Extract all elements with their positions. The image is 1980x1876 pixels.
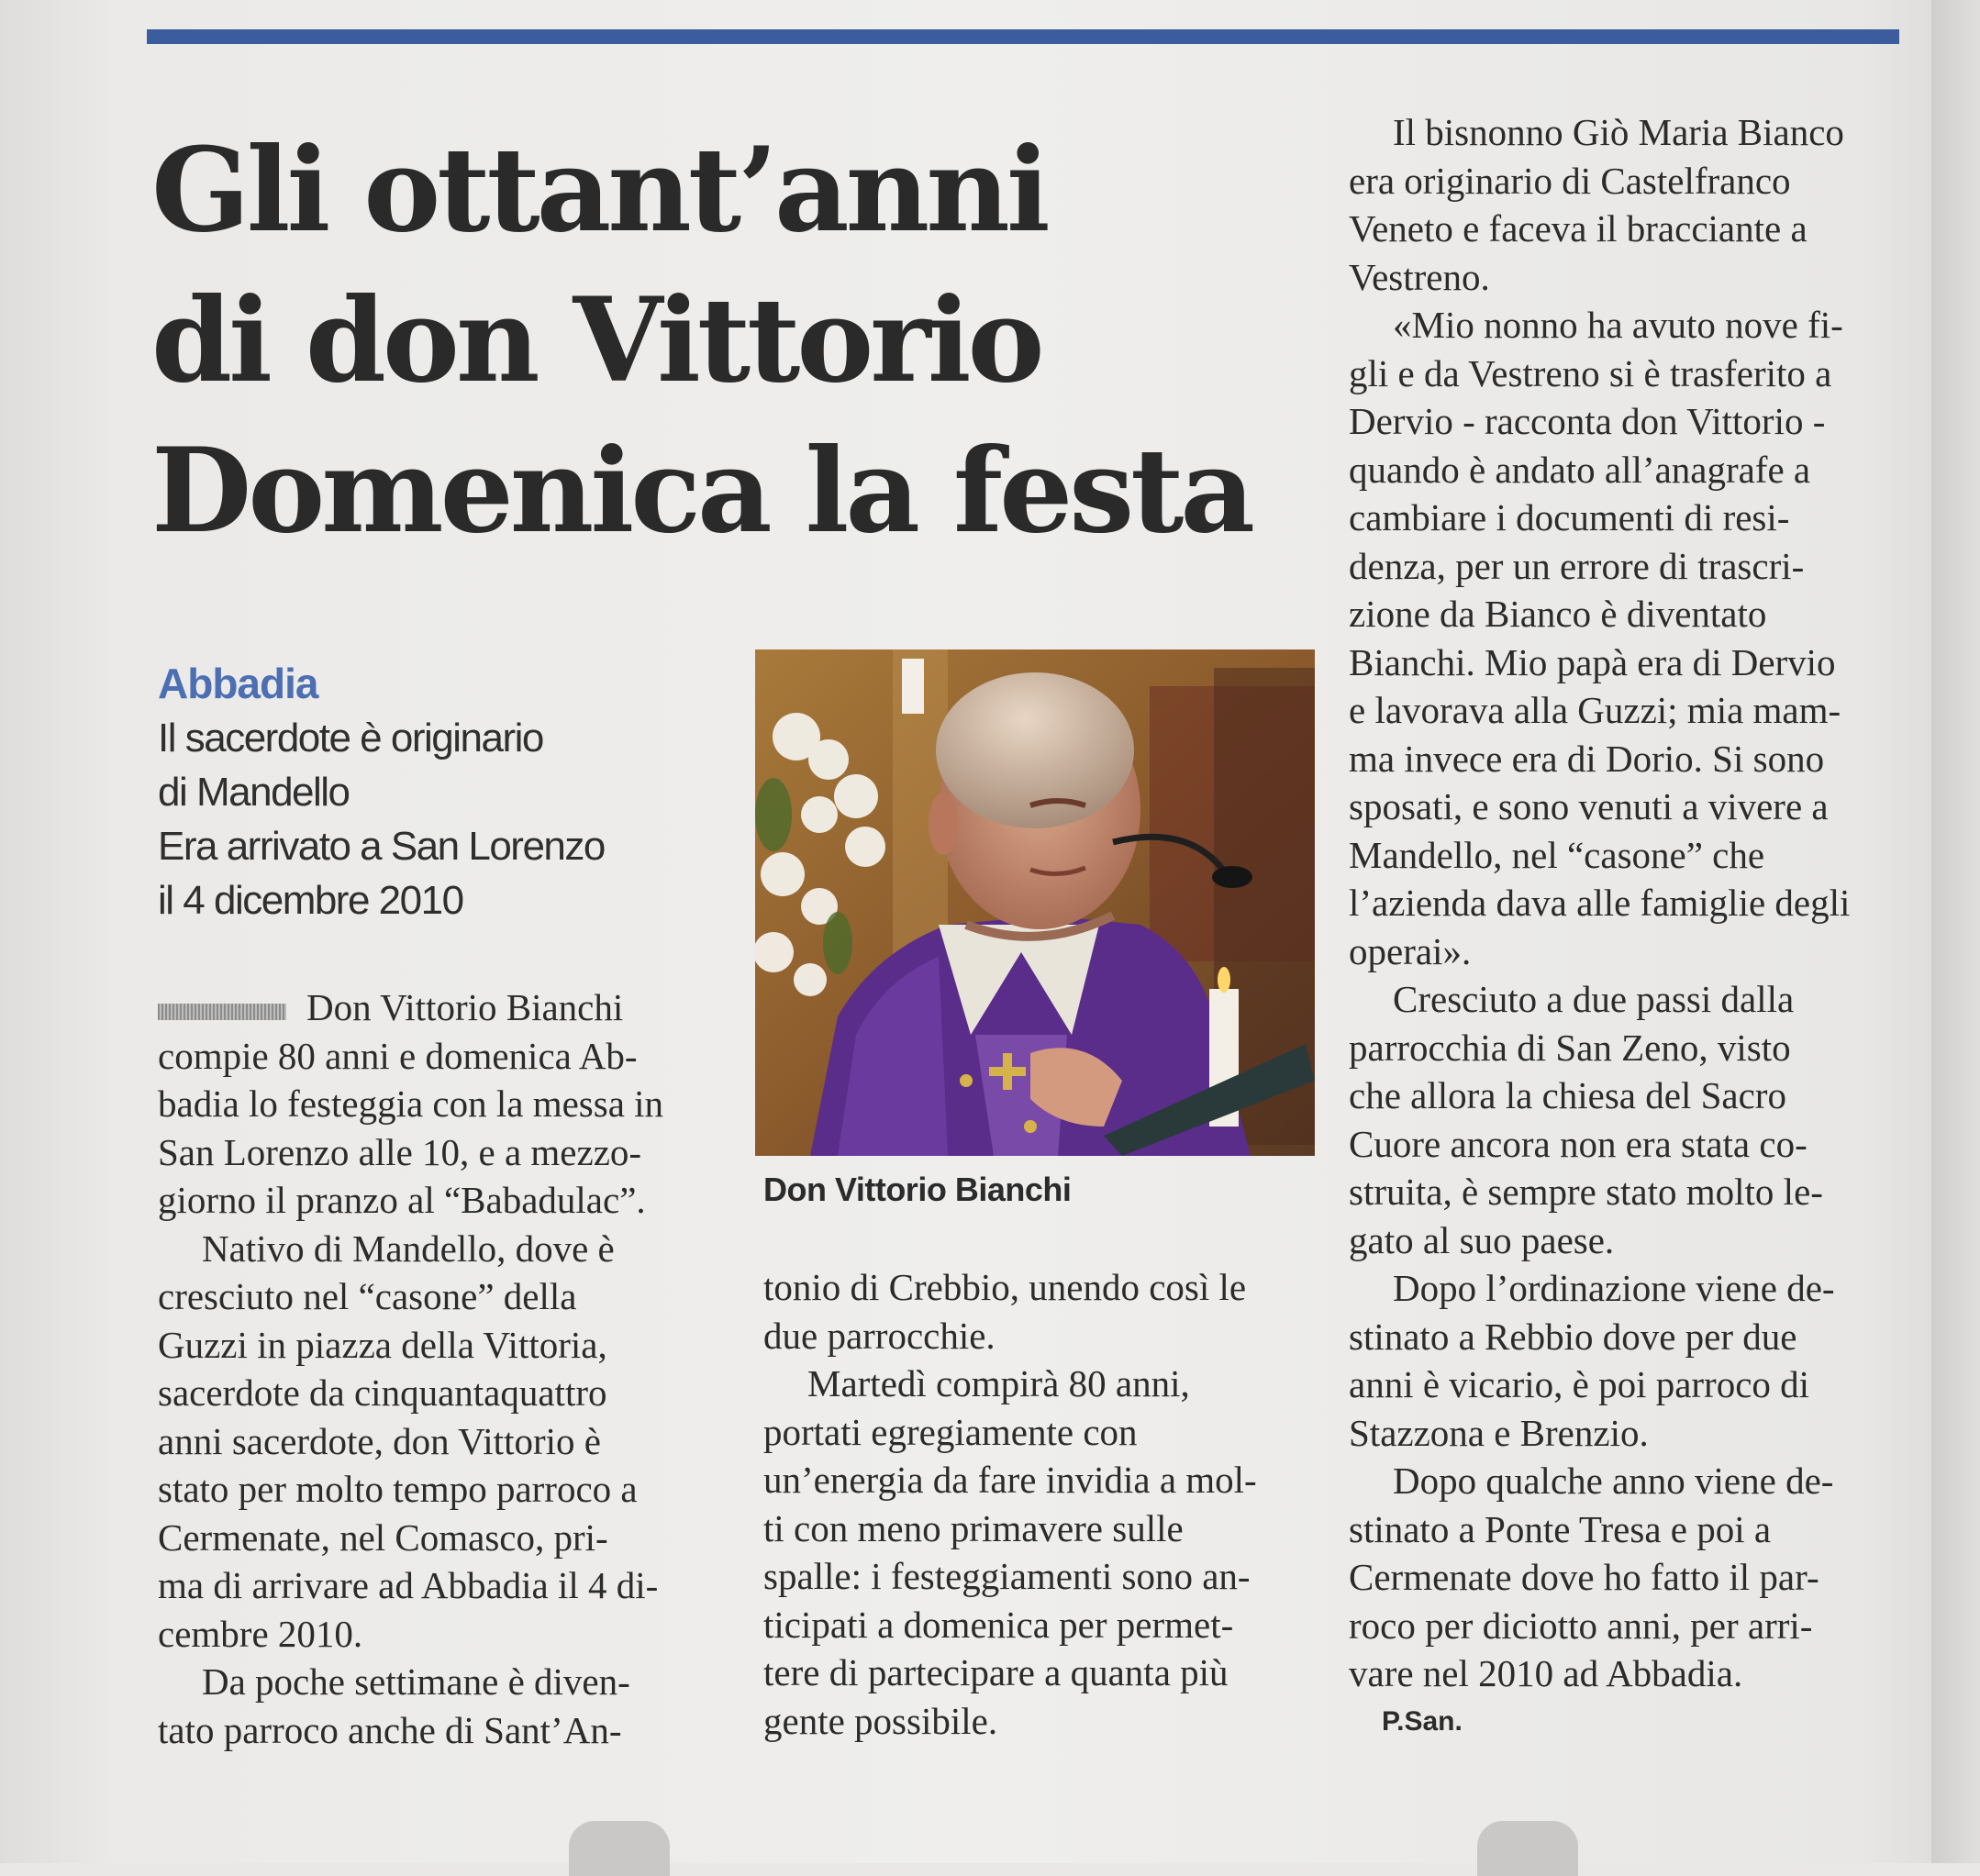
text-line: zione da Bianco è diventato xyxy=(1349,593,1767,635)
photo-caption: Don Vittorio Bianchi xyxy=(763,1171,1072,1208)
article-column-3 xyxy=(1349,108,1922,1698)
text-line: badia lo festeggia con la messa in xyxy=(158,1082,664,1125)
text-line: portati egregiamente con xyxy=(763,1410,1138,1453)
text-line: stinato a Rebbio dove per due xyxy=(1349,1315,1797,1358)
text-line: gente possibile. xyxy=(763,1699,998,1742)
text-line: ticipati a domenica per permet- xyxy=(763,1603,1234,1646)
text-line: giorno il pranzo al “Babadulac”. xyxy=(158,1179,646,1221)
text-line: Il bisnonno Giò Maria Bianco xyxy=(1393,111,1844,153)
text-line: stato per molto tempo parroco a xyxy=(158,1468,638,1510)
author-signature: P.San. xyxy=(1382,1706,1463,1737)
paragraph xyxy=(1349,975,1922,1264)
paragraph xyxy=(763,1263,1325,1360)
text-line: tonio di Crebbio, unendo così le xyxy=(763,1266,1247,1308)
text-line: tere di partecipare a quanta più xyxy=(763,1651,1229,1693)
text-line: cembre 2010. xyxy=(158,1612,363,1655)
text-line: vare nel 2010 ad Abbadia. xyxy=(1349,1652,1743,1694)
paragraph xyxy=(1349,1264,1922,1457)
text-line: tato parroco anche di Sant’An- xyxy=(158,1708,622,1751)
text-line: Dopo qualche anno viene de- xyxy=(1393,1460,1834,1502)
headline-line: di don Vittorio xyxy=(151,272,1041,408)
text-line: compie 80 anni e domenica Ab- xyxy=(158,1034,638,1077)
binder-tab xyxy=(1477,1821,1578,1876)
paragraph xyxy=(158,1658,708,1754)
text-line: e lavorava alla Guzzi; mia mam- xyxy=(1349,689,1841,731)
text-line: Cermenate dove ho fatto il par- xyxy=(1349,1556,1819,1598)
article-column-1 xyxy=(158,983,708,1754)
text-line: Mandello, nel “casone” che xyxy=(1349,833,1765,876)
text-line: Veneto e faceva il bracciante a xyxy=(1349,207,1808,250)
text-line: anni sacerdote, don Vittorio è xyxy=(158,1419,601,1462)
location-kicker: Abbadia xyxy=(158,660,318,707)
text-line: Dopo l’ordinazione viene de- xyxy=(1393,1267,1835,1309)
text-line: ti con meno primavere sulle xyxy=(763,1506,1184,1549)
text-line: Bianchi. Mio papà era di Dervio xyxy=(1349,640,1836,683)
subheadline-line: Era arrivato a San Lorenzo xyxy=(158,824,605,869)
text-line: parrocchia di San Zeno, visto xyxy=(1349,1026,1791,1069)
priest-photo xyxy=(755,649,1315,1156)
text-line: ma di arrivare ad Abbadia il 4 di- xyxy=(158,1564,659,1606)
text-line: Martedì compirà 80 anni, xyxy=(807,1362,1190,1404)
paragraph xyxy=(763,1360,1325,1745)
text-line: Vestreno. xyxy=(1349,255,1490,298)
text-line: Nativo di Mandello, dove è xyxy=(202,1227,615,1270)
text-line: l’azienda dava alle famiglie degli xyxy=(1349,882,1851,924)
lead-line: Don Vittorio Bianchi xyxy=(158,983,708,1032)
photo-image xyxy=(755,649,1315,1156)
subheadline-line: il 4 dicembre 2010 xyxy=(158,878,463,923)
page-edge xyxy=(1931,0,1980,1863)
text-line: quando è andato all’anagrafe a xyxy=(1349,448,1811,491)
text-line: roco per diciotto anni, per arri- xyxy=(1349,1604,1813,1647)
paragraph xyxy=(158,1225,708,1659)
text-line: San Lorenzo alle 10, e a mezzo- xyxy=(158,1130,642,1173)
binder-tab xyxy=(569,1821,670,1876)
text-line: sacerdote da cinquantaquattro xyxy=(158,1371,607,1414)
text-line: due parrocchie. xyxy=(763,1314,996,1357)
text-line: Guzzi in piazza della Vittoria, xyxy=(158,1323,607,1366)
lead-marker xyxy=(158,1004,286,1020)
text-line: Dervio - racconta don Vittorio - xyxy=(1349,400,1826,442)
text-line: Cuore ancora non era stata co- xyxy=(1349,1122,1808,1165)
subheadline-line: Il sacerdote è originario xyxy=(158,716,543,760)
text-line: ma invece era di Dorio. Si sono xyxy=(1349,737,1825,780)
text-line: un’energia da fare invidia a mol- xyxy=(763,1459,1257,1501)
text-line: denza, per un errore di trascri- xyxy=(1349,544,1805,587)
text-line: spalle: i festeggiamenti sono an- xyxy=(763,1555,1251,1597)
article-column-2 xyxy=(763,1263,1325,1745)
text-line: «Mio nonno ha avuto nove fi- xyxy=(1393,304,1843,346)
text-line: gato al suo paese. xyxy=(1349,1218,1615,1261)
text-line: stinato a Ponte Tresa e poi a xyxy=(1349,1507,1772,1550)
text-line: Cresciuto a due passi dalla xyxy=(1393,978,1795,1020)
text-line: cresciuto nel “casone” della xyxy=(158,1275,577,1317)
text-line: Da poche settimane è diven- xyxy=(202,1660,630,1703)
paragraph xyxy=(1349,108,1922,301)
headline-line: Gli ottant’anni xyxy=(151,122,1047,258)
text-line: anni è vicario, è poi parroco di xyxy=(1349,1363,1810,1405)
paragraph xyxy=(1349,1457,1922,1698)
text-line: sposati, e sono venuti a vivere a xyxy=(1349,785,1829,827)
paragraph xyxy=(1349,301,1922,975)
paragraph xyxy=(158,1032,708,1225)
text-line: gli e da Vestreno si è trasferito a xyxy=(1349,351,1832,394)
text-line: Cermenate, nel Comasco, pri- xyxy=(158,1515,608,1559)
section-top-rule xyxy=(147,29,1899,44)
text-line: era originario di Castelfranco xyxy=(1349,159,1791,202)
text-line: struita, è sempre stato molto le- xyxy=(1349,1171,1823,1213)
subheadline xyxy=(158,711,745,927)
text-line: cambiare i documenti di resi- xyxy=(1349,496,1790,538)
text-line: Stazzona e Brenzio. xyxy=(1349,1411,1649,1454)
headline-line: Domenica la festa xyxy=(151,423,1252,559)
text-line: che allora la chiesa del Sacro xyxy=(1349,1074,1786,1116)
headline xyxy=(151,115,1344,566)
text-line: operai». xyxy=(1349,929,1472,972)
subheadline-line: di Mandello xyxy=(158,770,350,815)
